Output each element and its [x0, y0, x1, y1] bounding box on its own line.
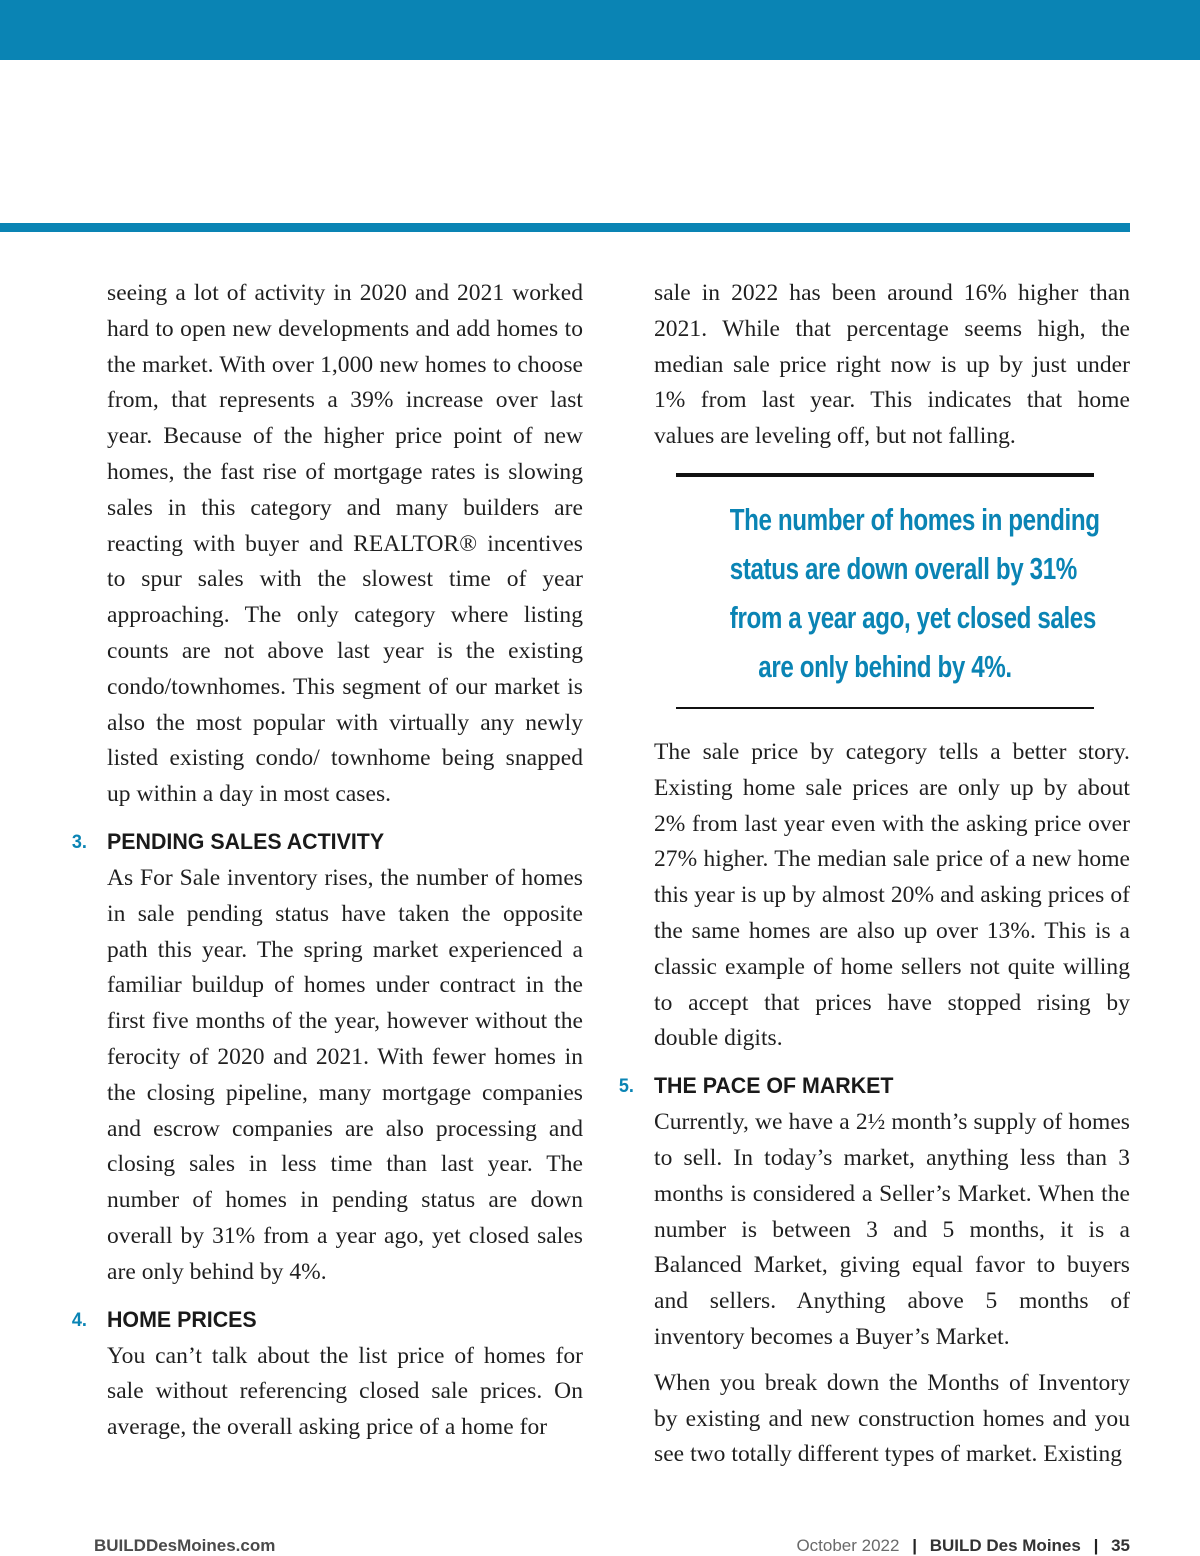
- pull-quote-line-4: are only behind by 4%.: [758, 648, 1012, 684]
- section-5-paragraph-1: Currently, we have a 2½ month’s supply of homes to sell. In today’s market, anything less than 3 months is considered a Seller’s Market. When the number is between 3 and 5 months, it is a Balanced Market, giving equal favor to buyers and sellers. Anything above 5 months of inventory becomes a Buyer’s Market.: [654, 1109, 1130, 1350]
- price-paragraph: The sale price by category tells a better story. Existing home sale prices are only up by about 2% from last year even with the asking price over 27% higher. The median sale price of a new home this year is up by almost 20% and asking prices of the same homes are also up over 13%. This is a classic example of home sellers not quite willing to accept that prices have stopped rising by double digits.: [654, 738, 1130, 1052]
- footer-page-number: 35: [1111, 1536, 1130, 1555]
- footer-magazine-name: BUILD Des Moines: [929, 1536, 1081, 1555]
- footer-issue-date: October 2022: [796, 1536, 900, 1555]
- section-3-paragraph: As For Sale inventory rises, the number of homes in sale pending status have taken the opposite path this year. The spring market experienced a familiar buildup of homes under contract in the first five months of the year, however without the ferocity of 2020 and 2021. With fewer homes in the closing pipeline, many mortgage companies and escrow companies are also processing and closing sales in less time than last year. The number of homes in pending status are down overall by 31% from a year ago, yet closed sales are only behind by 4%.: [107, 864, 583, 1285]
- footer-folio: [796, 1536, 1130, 1556]
- pull-quote-line-3: from a year ago, yet closed sales: [729, 599, 1096, 635]
- section-3-number: 3.: [71, 831, 87, 853]
- left-column: [71, 276, 583, 1446]
- top-color-band: [0, 0, 1200, 60]
- section-4-heading: [71, 1305, 559, 1335]
- section-5-paragraph-2: When you break down the Months of Inventory by existing and new construction homes and you see two totally different types of market. Existing: [654, 1369, 1130, 1468]
- section-4-number: 4.: [71, 1309, 87, 1331]
- right-column: [618, 276, 1130, 1473]
- section-4-title: HOME PRICES: [107, 1306, 257, 1332]
- pull-quote: [676, 473, 1100, 709]
- pull-quote-line-1: The number of homes in pending: [729, 501, 1100, 537]
- continuation-paragraph: sale in 2022 has been around 16% higher than 2021. While that percentage seems high, the median sale price right now is up by just under 1% from last year. This indicates that home values are leveling off, but not falling.: [654, 280, 1130, 450]
- section-3-title: PENDING SALES ACTIVITY: [107, 828, 385, 854]
- footer-separator-2: |: [1093, 1536, 1099, 1555]
- section-5-heading: [618, 1071, 1106, 1101]
- footer-separator-1: |: [912, 1536, 917, 1555]
- footer-website: BUILDDesMoines.com: [94, 1536, 276, 1555]
- section-5-number: 5.: [618, 1076, 634, 1098]
- header-rule: [0, 223, 1130, 232]
- intro-paragraph: seeing a lot of activity in 2020 and 2021 worked hard to open new developments and add homes to the market. With over 1,000 new homes to choose from, that represents a 39% increase over last year. Because of the higher price point of new homes, the fast rise of mortgage rates is slowing sales in this category and many builders are reacting with buyer and REALTOR® incentives to spur sales with the slowest time of year approaching. The only category where listing counts are not above last year is the existing condo/townhomes. This segment of our market is also the most popular with virtually any newly listed existing condo/ townhome being snapped up within a day in most cases.: [107, 280, 583, 808]
- section-3-heading: [71, 827, 559, 857]
- section-5-title: THE PACE OF MARKET: [654, 1073, 894, 1099]
- pull-quote-line-2: status are down overall by 31%: [729, 550, 1077, 586]
- section-4-paragraph: You can’t talk about the list price of homes for sale without referencing closed sale prices. On average, the overall asking price of a home for: [107, 1342, 583, 1441]
